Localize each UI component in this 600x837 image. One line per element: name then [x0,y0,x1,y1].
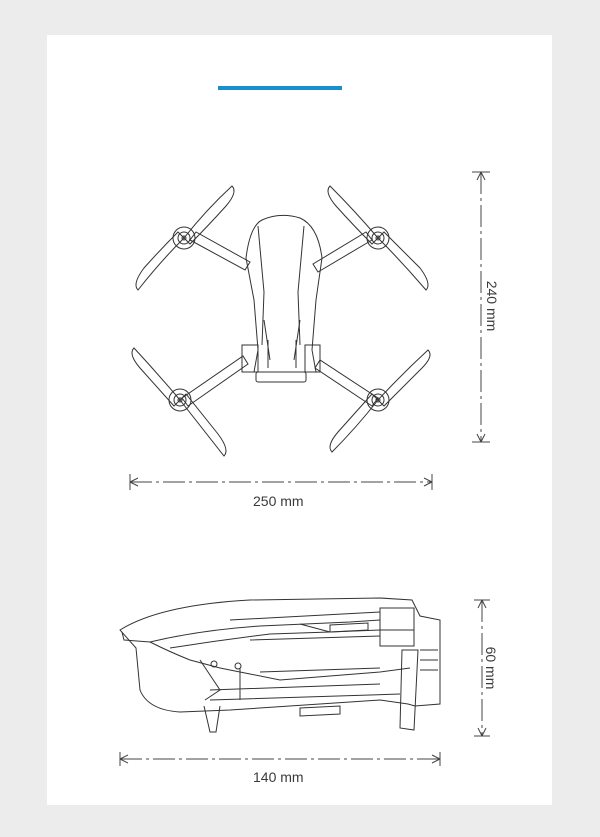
side-width-label: 140 mm [253,769,304,785]
drone-side-view [120,598,440,732]
dimension-lines [120,172,490,766]
top-height-label: 240 mm [484,280,500,332]
drone-top-view [132,186,430,456]
top-width-label: 250 mm [253,493,304,509]
side-height-label: 60 mm [483,646,499,690]
